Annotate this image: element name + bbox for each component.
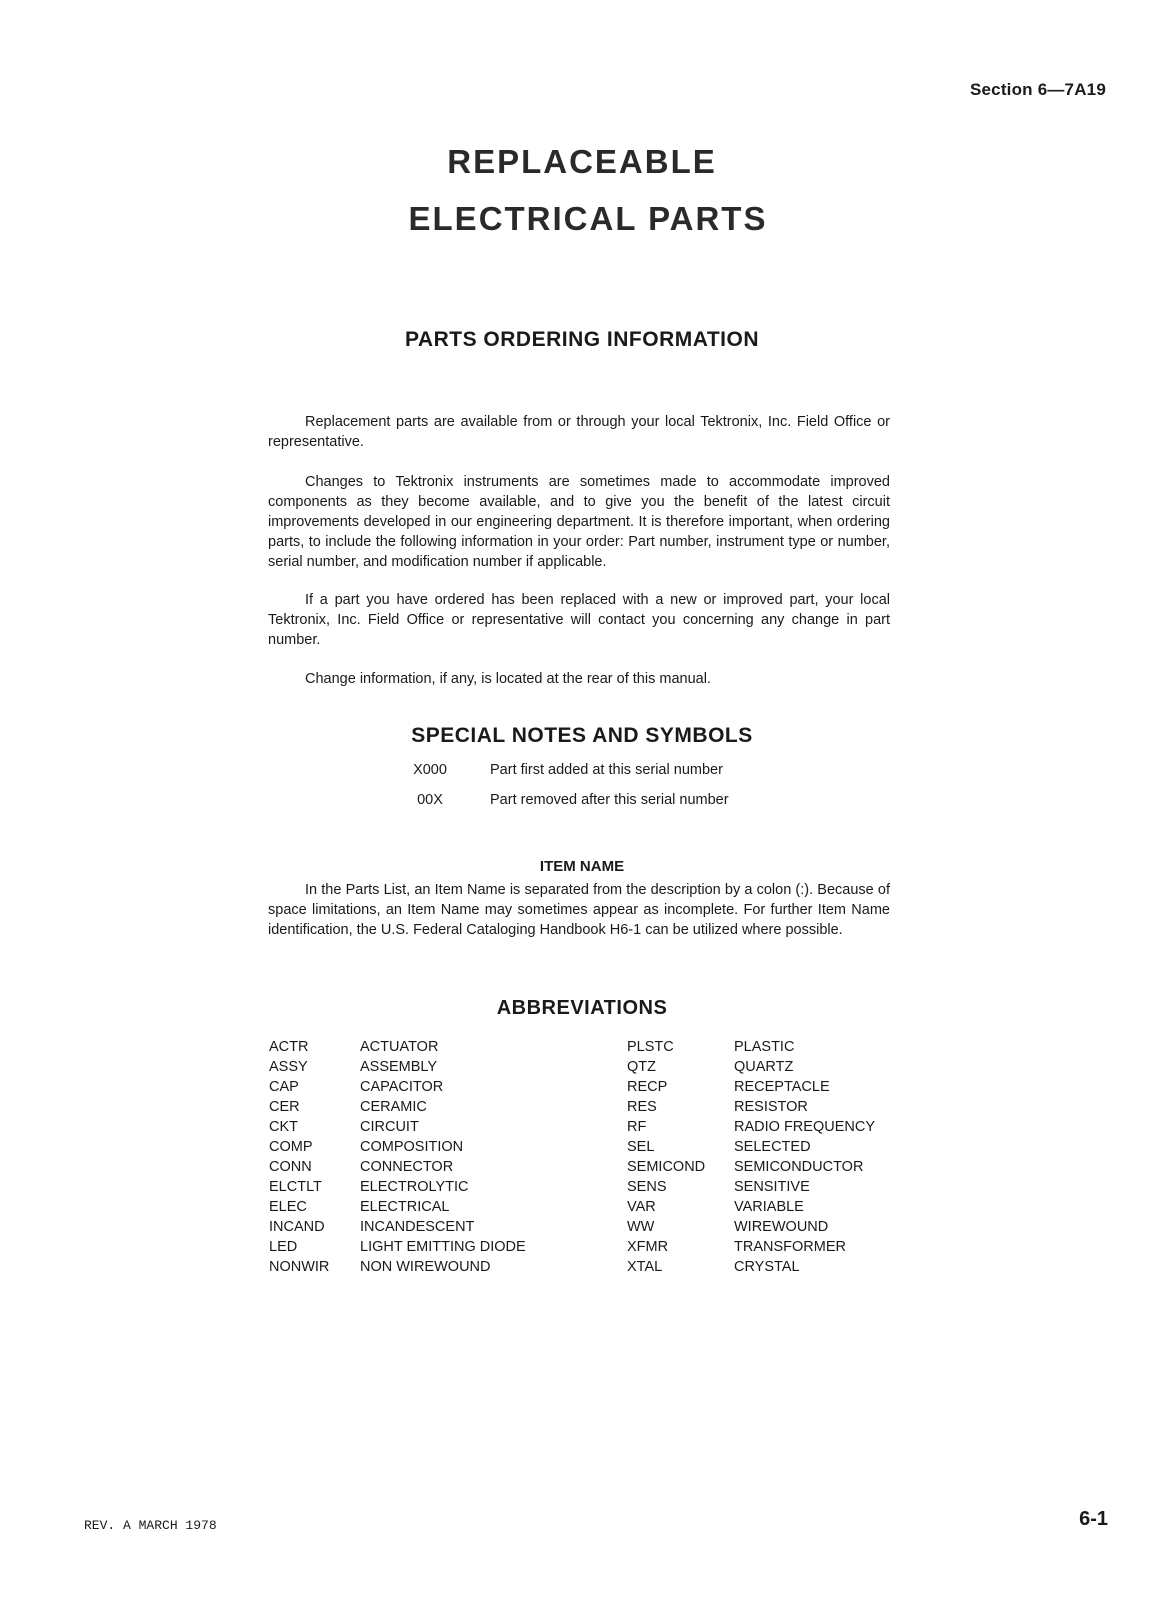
abbreviation-code: RECP xyxy=(627,1079,668,1095)
item-name-paragraph: In the Parts List, an Item Name is separated from the description by a colon (:). Because of space limitations, an Item Name may sometimes appear as incomplete. For further Item Name identification, the U.S. Federal Cataloging Handbook H6-1 can be utilized where possible. xyxy=(268,882,890,938)
abbreviation-description: SEMICONDUCTOR xyxy=(734,1159,864,1175)
abbreviation-code: COMP xyxy=(269,1139,313,1155)
abbreviation-description: ELECTROLYTIC xyxy=(360,1179,469,1195)
abbreviation-code: VAR xyxy=(627,1199,656,1215)
abbreviation-description: RADIO FREQUENCY xyxy=(734,1119,875,1135)
symbol-description: Part first added at this serial number xyxy=(490,762,723,778)
abbreviation-description: WIREWOUND xyxy=(734,1219,829,1235)
abbreviation-code: CKT xyxy=(269,1119,298,1135)
ordering-paragraph: Replacement parts are available from or through your local Tektronix, Inc. Field Office or representative. xyxy=(268,414,890,450)
abbreviation-code: ACTR xyxy=(269,1039,309,1055)
abbreviation-description: SENSITIVE xyxy=(734,1179,810,1195)
symbol-description: Part removed after this serial number xyxy=(490,792,729,808)
ordering-paragraph: If a part you have ordered has been replaced with a new or improved part, your local Tektronix, Inc. Field Office or representative will contact you concerning any change in part number. xyxy=(268,592,890,648)
abbreviation-code: CONN xyxy=(269,1159,312,1175)
abbreviation-description: RESISTOR xyxy=(734,1099,808,1115)
abbreviation-description: ACTUATOR xyxy=(360,1039,439,1055)
abbreviation-code: ELEC xyxy=(269,1199,307,1215)
abbreviation-descriptions-right xyxy=(734,1037,875,1277)
abbreviation-description: CIRCUIT xyxy=(360,1119,419,1135)
abbreviation-code: ASSY xyxy=(269,1059,308,1075)
abbreviation-description: COMPOSITION xyxy=(360,1139,464,1155)
revision-date: REV. A MARCH 1978 xyxy=(84,1518,217,1533)
page-number: 6-1 xyxy=(1079,1508,1108,1530)
abbreviation-codes-left xyxy=(269,1037,329,1277)
abbreviation-description: CERAMIC xyxy=(360,1099,427,1115)
abbreviation-description: LIGHT EMITTING DIODE xyxy=(360,1239,526,1255)
ordering-paragraph: Change information, if any, is located at the rear of this manual. xyxy=(305,671,711,687)
abbreviation-code: WW xyxy=(627,1219,655,1235)
abbreviation-description: QUARTZ xyxy=(734,1059,794,1075)
abbreviation-description: VARIABLE xyxy=(734,1199,804,1215)
abbreviation-description: ELECTRICAL xyxy=(360,1199,450,1215)
abbreviation-descriptions-left xyxy=(360,1037,526,1277)
symbol-code: X000 xyxy=(413,762,447,778)
abbreviation-code: QTZ xyxy=(627,1059,656,1075)
abbreviations-heading: ABBREVIATIONS xyxy=(496,997,668,1019)
ordering-heading: PARTS ORDERING INFORMATION xyxy=(404,328,760,351)
abbreviation-description: CRYSTAL xyxy=(734,1259,800,1275)
symbol-code: 00X xyxy=(417,792,443,808)
abbreviation-code: SEMICOND xyxy=(627,1159,706,1175)
abbreviation-code: INCAND xyxy=(269,1219,325,1235)
abbreviation-description: NON WIREWOUND xyxy=(360,1259,491,1275)
abbreviation-code: XFMR xyxy=(627,1239,669,1255)
abbreviation-description: ASSEMBLY xyxy=(360,1059,438,1075)
abbreviation-code: NONWIR xyxy=(269,1259,330,1275)
abbreviation-code: LED xyxy=(269,1239,298,1255)
abbreviation-description: TRANSFORMER xyxy=(734,1239,846,1255)
abbreviation-description: CONNECTOR xyxy=(360,1159,454,1175)
special-notes-heading: SPECIAL NOTES AND SYMBOLS xyxy=(411,724,753,747)
abbreviation-code: SENS xyxy=(627,1179,667,1195)
abbreviation-description: INCANDESCENT xyxy=(360,1219,475,1235)
section-label: Section 6—7A19 xyxy=(969,80,1106,99)
abbreviation-description: RECEPTACLE xyxy=(734,1079,830,1095)
abbreviation-code: RES xyxy=(627,1099,657,1115)
abbreviation-description: PLASTIC xyxy=(734,1039,795,1055)
abbreviation-code: RF xyxy=(627,1119,647,1135)
abbreviation-description: SELECTED xyxy=(734,1139,811,1155)
abbreviation-codes-right xyxy=(627,1037,705,1277)
ordering-paragraph: Changes to Tektronix instruments are sometimes made to accommodate improved components as they become available, and to give you the benefit of the latest circuit improvements developed in our engineering department. It is therefore important, when ordering parts, to include the following information in your order: Part number, instrument type or number, serial number, and modification number if applicable. xyxy=(268,474,890,570)
item-name-heading: ITEM NAME xyxy=(539,858,625,875)
abbreviation-code: CAP xyxy=(269,1079,299,1095)
abbreviation-code: ELCTLT xyxy=(269,1179,322,1195)
abbreviation-code: PLSTC xyxy=(627,1039,674,1055)
page-title-line2: ELECTRICAL PARTS xyxy=(408,200,768,237)
abbreviation-code: XTAL xyxy=(627,1259,663,1275)
abbreviation-description: CAPACITOR xyxy=(360,1079,444,1095)
page-title-line1: REPLACEABLE xyxy=(447,143,717,180)
abbreviation-code: SEL xyxy=(627,1139,655,1155)
abbreviation-code: CER xyxy=(269,1099,300,1115)
